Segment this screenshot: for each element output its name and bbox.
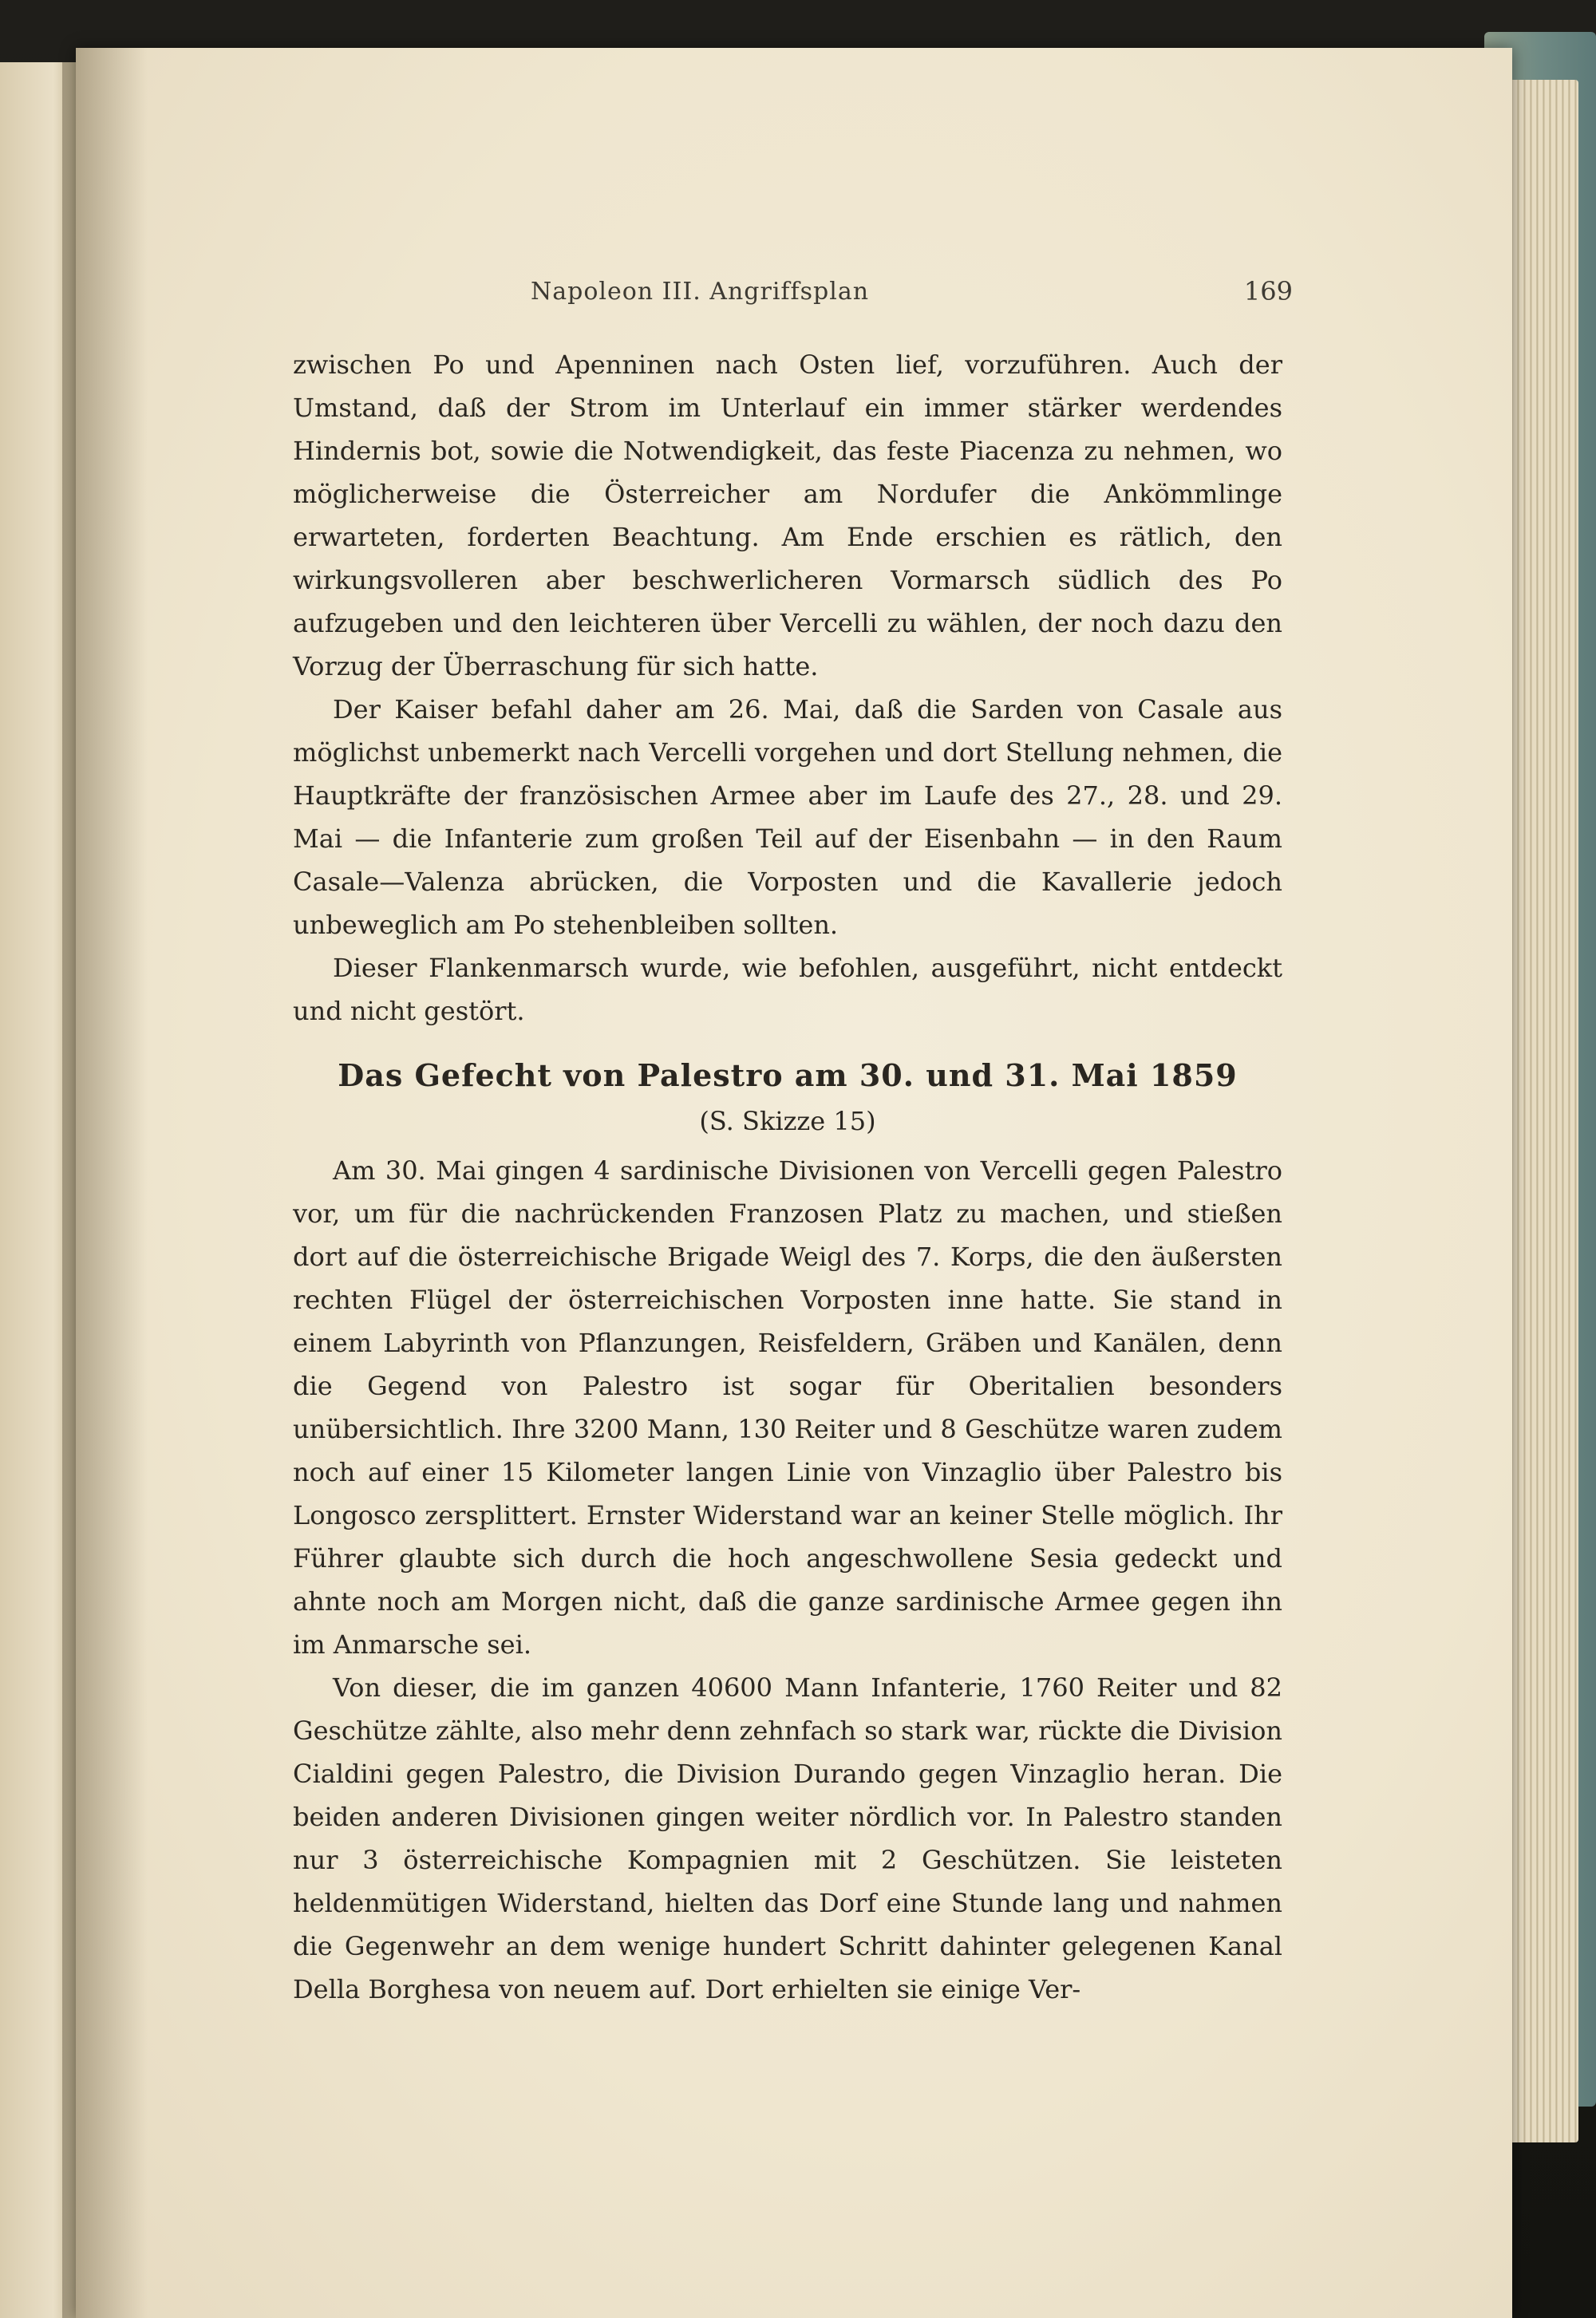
sketch-reference: (S. Skizze 15)	[699, 1106, 876, 1136]
book-page	[76, 48, 1512, 2318]
page-gutter-shade	[76, 48, 148, 2318]
section-heading: Das Gefecht von Palestro am 30. und 31. Mai 1859	[338, 1057, 1238, 1093]
page-number: 169	[1243, 276, 1293, 306]
page-fore-edge	[1507, 80, 1578, 2142]
paragraph: Der Kaiser befahl daher am 26. Mai, daß die Sarden von Casale aus möglichst unbemerkt nach Vercelli vorgehen und dort Stellung nehmen, die Hauptkräfte der französischen Armee aber im Laufe des 27., 28. und 29. Mai — die Infanterie zum großen Teil auf der Eisenbahn — in den Raum Casale—Valenza abrücken, die Vorposten und die Kavallerie jedoch unbeweglich am Po stehenbleiben sollten.	[293, 694, 1282, 940]
body-text	[293, 343, 1282, 2011]
paragraph: Am 30. Mai gingen 4 sardinische Divisionen von Vercelli gegen Palestro vor, um für die nachrückenden Franzosen Platz zu machen, und stießen dort auf die österreichische Brigade Weigl des 7. Korps, die den äußersten rechten Flügel der österreichischen Vorposten inne hatte. Sie stand in einem Labyrinth von Pflanzungen, Reisfeldern, Gräben und Kanälen, denn die Gegend von Palestro ist sogar für Oberitalien besonders unübersichtlich. Ihre 3200 Mann, 130 Reiter und 8 Geschütze waren zudem noch auf einer 15 Kilometer langen Linie von Vinzaglio über Palestro bis Longosco zersplittert. Ernster Widerstand war an keiner Stelle möglich. Ihr Führer glaubte sich durch die hoch angeschwollene Sesia gedeckt und ahnte noch am Morgen nicht, daß die ganze sardinische Armee gegen ihn im Anmarsche sei.	[293, 1155, 1282, 1660]
paragraph: Dieser Flankenmarsch wurde, wie befohlen, ausgeführt, nicht entdeckt und nicht gestört.	[293, 953, 1282, 1026]
running-head: Napoleon III. Angriffsplan	[531, 278, 870, 306]
paragraph: Von dieser, die im ganzen 40600 Mann Infanterie, 1760 Reiter und 82 Geschütze zählte, also mehr denn zehnfach so stark war, rückte die Division Cialdini gegen Palestro, die Division Durando gegen Vinzaglio heran. Die beiden anderen Divisionen gingen weiter nördlich vor. In Palestro standen nur 3 österreichische Kompagnien mit 2 Geschützen. Sie leisteten heldenmütigen Widerstand, hielten das Dorf eine Stunde lang und nahmen die Gegenwehr an dem wenige hundert Schritt dahinter gelegenen Kanal Della Borghesa von neuem auf. Dort erhielten sie einige Ver-	[293, 1672, 1282, 2004]
paragraph: zwischen Po und Apenninen nach Osten lief, vorzuführen. Auch der Umstand, daß der Strom im Unterlauf ein immer stärker werdendes Hindernis bot, sowie die Notwendigkeit, das feste Piacenza zu nehmen, wo möglicherweise die Österreicher am Nordufer die Ankömmlinge erwarteten, forderten Beachtung. Am Ende erschien es rätlich, den wirkungsvolleren aber beschwerlicheren Vormarsch südlich des Po aufzugeben und den leichteren über Vercelli zu wählen, der noch dazu den Vorzug der Überraschung für sich hatte.	[293, 349, 1282, 681]
